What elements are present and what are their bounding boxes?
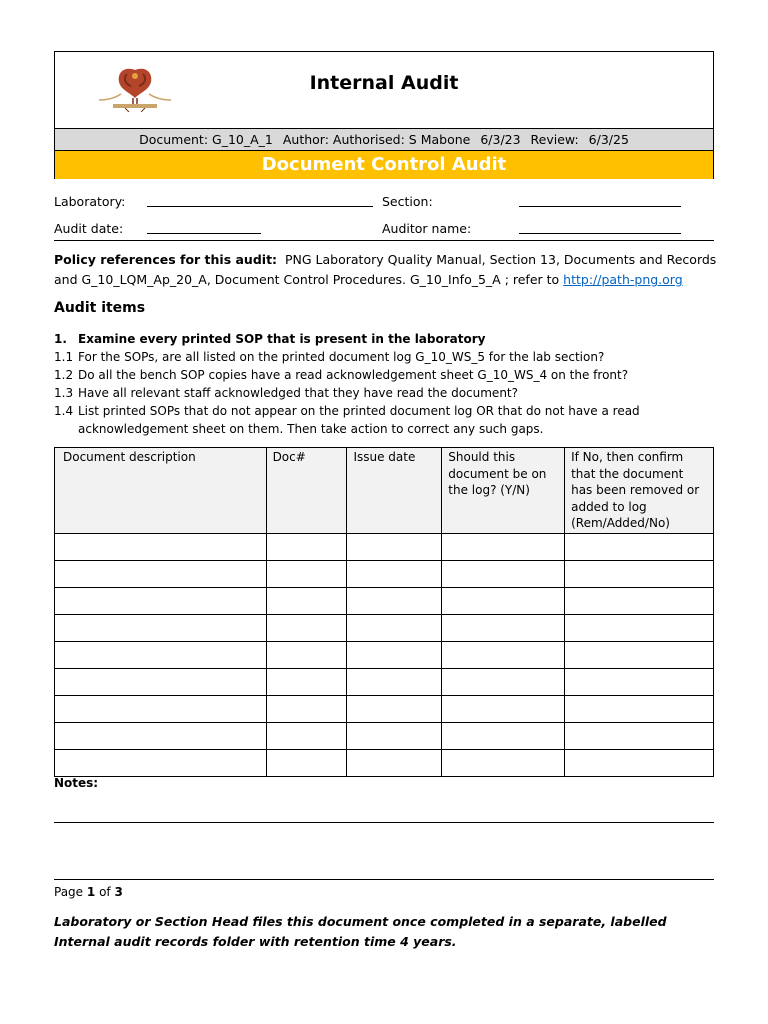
- item-text: Examine every printed SOP that is present in the laboratory: [78, 332, 486, 346]
- notes-label: Notes:: [54, 776, 99, 790]
- table-cell[interactable]: [347, 614, 442, 641]
- table-cell[interactable]: [347, 722, 442, 749]
- auditor-name-field[interactable]: [519, 233, 681, 234]
- item-number: 1.4: [54, 404, 74, 418]
- col-document-description: Document description: [55, 448, 267, 534]
- table-cell[interactable]: [565, 722, 714, 749]
- audit-item: [54, 366, 724, 384]
- policy-text: PNG Laboratory Quality Manual, Section 13, Documents and Records and G_10_LQM_Ap_20_A, Document Control Procedures. G_10_Info_5_A ; refer to: [54, 252, 717, 287]
- table-cell[interactable]: [347, 641, 442, 668]
- section-label: Section:: [382, 194, 433, 209]
- col-issue-date: Issue date: [347, 448, 442, 534]
- policy-label: Policy references for this audit:: [54, 252, 278, 267]
- table-cell[interactable]: [565, 668, 714, 695]
- table-cell[interactable]: [55, 695, 267, 722]
- item-number: 1.3: [54, 386, 74, 400]
- table-cell[interactable]: [266, 722, 347, 749]
- item-text: List printed SOPs that do not appear on the printed document log OR that do not have a read acknowledgement sheet on them. Then take action to correct any such gaps.: [78, 404, 640, 436]
- table-row: [55, 533, 714, 560]
- field-row-date-auditor: [54, 221, 714, 239]
- col-should-be-on-log: Should this document be on the log? (Y/N): [442, 448, 565, 534]
- table-row: [55, 614, 714, 641]
- table-cell[interactable]: [347, 668, 442, 695]
- item-number: 1.1: [54, 350, 74, 364]
- table-row: [55, 749, 714, 776]
- page-current: 1: [86, 885, 96, 899]
- policy-references: [54, 250, 724, 290]
- table-cell[interactable]: [442, 533, 565, 560]
- table-cell[interactable]: [55, 587, 267, 614]
- audit-date-field[interactable]: [147, 233, 261, 234]
- table-cell[interactable]: [55, 533, 267, 560]
- audit-item: [54, 402, 724, 438]
- divider: [54, 240, 714, 241]
- table-cell[interactable]: [266, 614, 347, 641]
- table-cell[interactable]: [565, 560, 714, 587]
- review-date: 6/3/25: [588, 132, 629, 147]
- of-word: of: [99, 885, 111, 899]
- table-cell[interactable]: [266, 560, 347, 587]
- table-row: [55, 722, 714, 749]
- table-header-row: [55, 448, 714, 534]
- table-cell[interactable]: [565, 695, 714, 722]
- item-number: 1.2: [54, 368, 74, 382]
- audit-date-label: Audit date:: [54, 221, 124, 236]
- audit-item: [54, 384, 724, 402]
- col-doc-number: Doc#: [266, 448, 347, 534]
- table-cell[interactable]: [347, 695, 442, 722]
- table-cell[interactable]: [55, 641, 267, 668]
- author-info: Author: Authorised: S Mabone: [282, 132, 471, 147]
- review-label: Review:: [530, 132, 579, 147]
- page-word: Page: [54, 885, 84, 899]
- table-cell[interactable]: [55, 614, 267, 641]
- table-row: [55, 641, 714, 668]
- table-cell[interactable]: [55, 722, 267, 749]
- document-info-bar: [55, 128, 713, 151]
- table-cell[interactable]: [442, 560, 565, 587]
- item-text: Do all the bench SOP copies have a read acknowledgement sheet G_10_WS_4 on the front?: [78, 368, 629, 382]
- table-cell[interactable]: [442, 668, 565, 695]
- table-cell[interactable]: [55, 560, 267, 587]
- table-row: [55, 587, 714, 614]
- laboratory-field[interactable]: [147, 206, 373, 207]
- table-cell[interactable]: [347, 533, 442, 560]
- document-header: [54, 51, 714, 179]
- table-row: [55, 695, 714, 722]
- auditor-name-label: Auditor name:: [382, 221, 472, 236]
- audit-title-banner: Document Control Audit: [55, 151, 713, 179]
- audit-item-main: [54, 330, 724, 348]
- table-cell[interactable]: [266, 533, 347, 560]
- field-row-lab-section: [54, 194, 714, 212]
- notes-line[interactable]: [54, 822, 714, 823]
- table-cell[interactable]: [55, 749, 267, 776]
- audit-item: [54, 348, 724, 366]
- audit-items-heading: Audit items: [54, 300, 146, 316]
- laboratory-label: Laboratory:: [54, 194, 126, 209]
- col-confirm-action: If No, then confirm that the document has been removed or added to log (Rem/Added/No): [565, 448, 714, 534]
- table-cell[interactable]: [442, 749, 565, 776]
- table-cell[interactable]: [442, 614, 565, 641]
- footer-divider: [54, 879, 714, 880]
- table-cell[interactable]: [266, 668, 347, 695]
- table-cell[interactable]: [565, 587, 714, 614]
- item-text: Have all relevant staff acknowledged that they have read the document?: [78, 386, 518, 400]
- table-row: [55, 560, 714, 587]
- table-cell[interactable]: [565, 533, 714, 560]
- table-cell[interactable]: [266, 641, 347, 668]
- section-field[interactable]: [519, 206, 681, 207]
- audit-items-list: [54, 330, 724, 438]
- page-title: Internal Audit: [309, 72, 459, 94]
- table-row: [55, 668, 714, 695]
- table-cell[interactable]: [347, 749, 442, 776]
- item-text: For the SOPs, are all listed on the printed document log G_10_WS_5 for the lab section?: [78, 350, 605, 364]
- table-cell[interactable]: [266, 749, 347, 776]
- table-cell[interactable]: [565, 641, 714, 668]
- table-cell[interactable]: [347, 560, 442, 587]
- page-number: [54, 885, 123, 899]
- table-cell[interactable]: [442, 641, 565, 668]
- table-cell[interactable]: [442, 587, 565, 614]
- document-id: Document: G_10_A_1: [139, 132, 273, 147]
- retention-note: Laboratory or Section Head files this document once completed in a separate, labelled Internal audit records folder with retention time 4 years.: [54, 914, 667, 949]
- table-cell[interactable]: [565, 749, 714, 776]
- item-number: 1.: [54, 332, 67, 346]
- table-cell[interactable]: [55, 668, 267, 695]
- authorised-date: 6/3/23: [480, 132, 521, 147]
- table-cell[interactable]: [266, 695, 347, 722]
- table-cell[interactable]: [347, 587, 442, 614]
- table-cell[interactable]: [442, 722, 565, 749]
- document-audit-table: [54, 447, 714, 777]
- path-png-link[interactable]: http://path-png.org: [563, 272, 683, 287]
- table-cell[interactable]: [266, 587, 347, 614]
- page-total: 3: [114, 885, 123, 899]
- table-cell[interactable]: [565, 614, 714, 641]
- table-cell[interactable]: [442, 695, 565, 722]
